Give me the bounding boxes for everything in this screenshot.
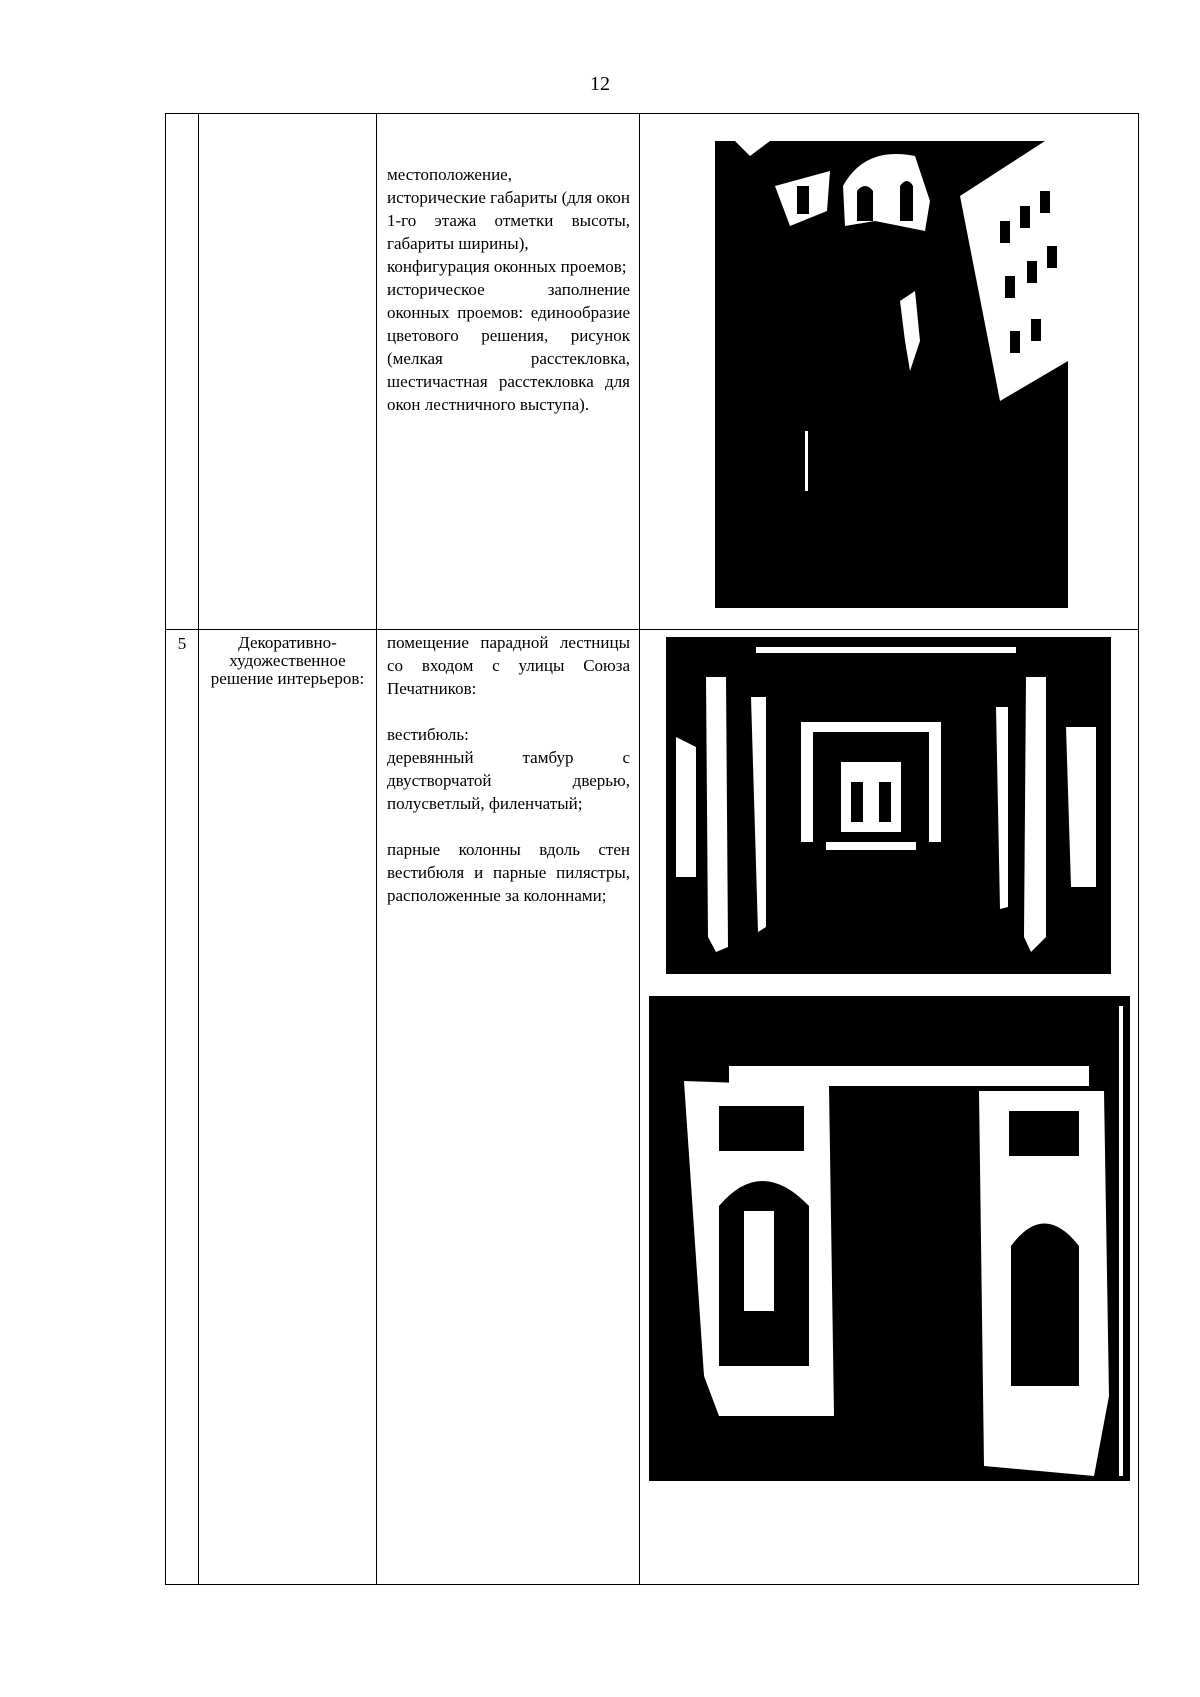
- description-paragraph: местоположение, исторические габариты (для окон 1-го этажа отметки высоты, габариты ширины), конфигурация оконных проемов; историческое заполнение оконных проемов: единообразие цветового решения, рисунок (мелкая расстекловка, шестичастная расстекловка для окон лестничного выступа).: [387, 165, 630, 414]
- staircase-projection-photo: [715, 141, 1068, 608]
- row-number-cell: [166, 114, 199, 630]
- photo-cell: [640, 630, 1139, 1585]
- feature-name-cell: Декоративно-художественное решение интерьеров:: [199, 630, 377, 1585]
- table-row: [166, 114, 1139, 630]
- description-paragraph: помещение парадной лестницы со входом с улицы Союза Печатников:: [387, 633, 630, 698]
- page-number: 12: [590, 73, 610, 95]
- vestibule-columns-photo: [666, 637, 1111, 974]
- description-paragraph: парные колонны вдоль стен вестибюля и парные пилястры, расположенные за колоннами;: [387, 840, 630, 905]
- description-cell: [377, 114, 640, 630]
- photo-cell: [640, 114, 1139, 630]
- feature-name-cell: [199, 114, 377, 630]
- protected-features-table: [165, 113, 1139, 1585]
- table-row: [166, 630, 1139, 1585]
- wooden-tambour-photo: [649, 996, 1130, 1481]
- description-cell: [377, 630, 640, 1585]
- description-paragraph: вестибюль: деревянный тамбур с двустворчатой дверью, полусветлый, филенчатый;: [387, 725, 630, 813]
- row-number-cell: 5: [166, 630, 199, 1585]
